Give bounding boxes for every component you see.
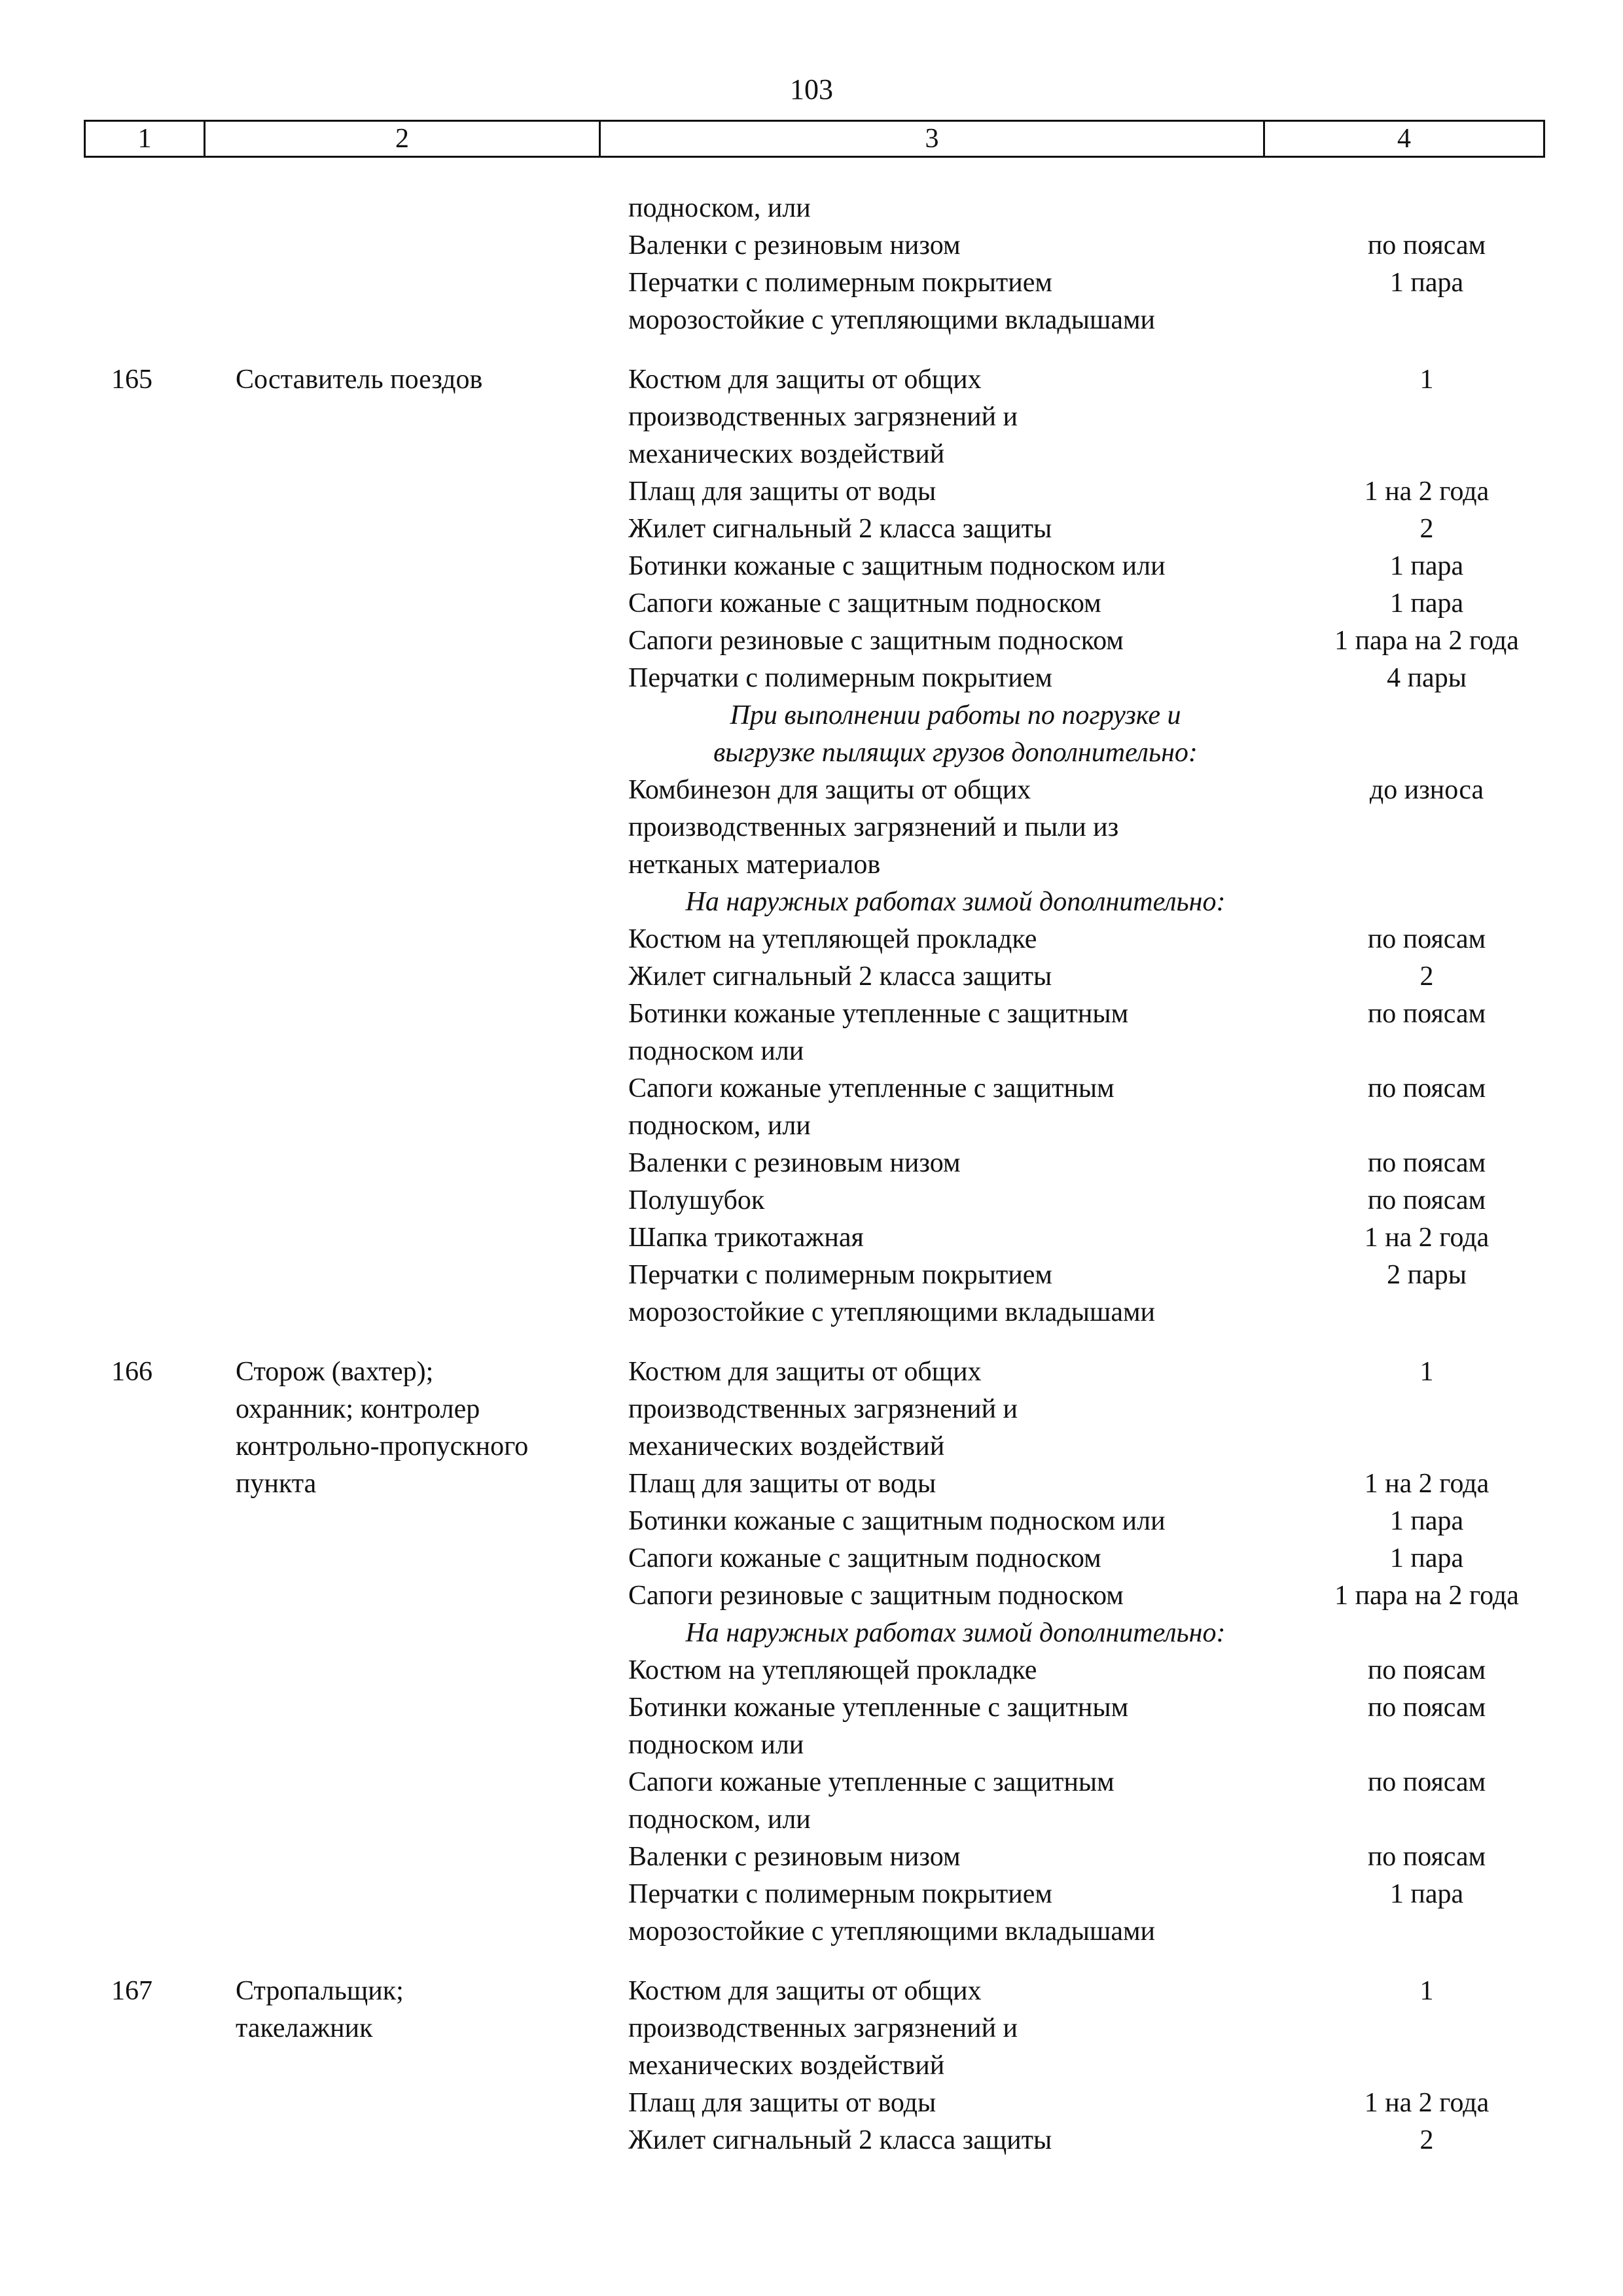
entry-title-line: Стропальщик;: [236, 1976, 404, 2006]
item-text: Сапоги кожаные утепленные с защитным: [628, 1767, 1115, 1797]
item-text: Полушубок: [628, 1185, 765, 1215]
item-quantity: 1 пара: [1389, 268, 1464, 298]
item-text: подноском или: [628, 1036, 804, 1066]
item-quantity: по поясам: [1367, 999, 1486, 1029]
item-quantity: по поясам: [1367, 1842, 1486, 1872]
item-text: подноском, или: [628, 193, 811, 223]
entry-gap: [0, 339, 1623, 361]
item-text: механических воздействий: [628, 439, 945, 469]
item-text: производственных загрязнений и: [628, 2013, 1018, 2043]
item-line: [0, 1428, 1623, 1465]
item-text: Сапоги кожаные с защитным подноском: [628, 1543, 1101, 1573]
item-text: Валенки с резиновым низом: [628, 230, 961, 260]
item-line: [0, 1070, 1623, 1107]
item-line: [0, 996, 1623, 1033]
item-text: механических воздействий: [628, 1431, 945, 1462]
item-text: производственных загрязнений и: [628, 402, 1018, 432]
item-quantity: 1: [1419, 1976, 1434, 2006]
item-text: механических воздействий: [628, 2051, 945, 2081]
item-text: подноском, или: [628, 1111, 811, 1141]
item-line: [0, 302, 1623, 339]
item-text: Сапоги кожаные утепленные с защитным: [628, 1073, 1115, 1103]
item-line: [0, 361, 1623, 399]
item-line: [0, 1465, 1623, 1503]
item-text: Перчатки с полимерным покрытием: [628, 1879, 1052, 1909]
item-quantity: 1 пара на 2 года: [1334, 1581, 1519, 1611]
item-text: Костюм на утепляющей прокладке: [628, 1655, 1037, 1685]
item-line: [0, 2122, 1623, 2159]
item-line: [0, 1973, 1623, 2010]
item-text: Плащ для защиты от воды: [628, 1469, 936, 1499]
item-text: Ботинки кожаные с защитным подноском или: [628, 1506, 1166, 1536]
item-quantity: 1 на 2 года: [1364, 1469, 1489, 1499]
item-line: [0, 1503, 1623, 1540]
item-text: Костюм для защиты от общих: [628, 1976, 982, 2006]
item-line: [0, 846, 1623, 884]
entry-title-line: такелажник: [236, 2013, 373, 2043]
item-line: [0, 772, 1623, 809]
item-line: [0, 1839, 1623, 1876]
item-line: [0, 190, 1623, 227]
entry-title-line: охранник; контролер: [236, 1394, 480, 1424]
document-body: [0, 190, 1623, 2159]
item-quantity: 2 пары: [1387, 1260, 1467, 1290]
item-text: Ботинки кожаные утепленные с защитным: [628, 1693, 1129, 1723]
item-line: [0, 1294, 1623, 1331]
item-quantity: 1 на 2 года: [1364, 2088, 1489, 2118]
item-line: [0, 511, 1623, 548]
item-text: морозостойкие с утепляющими вкладышами: [628, 1297, 1156, 1327]
note-text: При выполнении работы по погрузке и: [730, 700, 1181, 730]
item-text: Перчатки с полимерным покрытием: [628, 268, 1052, 298]
item-text: нетканых материалов: [628, 850, 881, 880]
item-line: [0, 1764, 1623, 1801]
item-line: [0, 473, 1623, 511]
item-quantity: по поясам: [1367, 1767, 1486, 1797]
item-text: Перчатки с полимерным покрытием: [628, 663, 1052, 693]
entry-gap: [0, 1331, 1623, 1354]
item-line: [0, 1689, 1623, 1727]
item-line: [0, 1145, 1623, 1182]
item-line: [0, 1801, 1623, 1839]
note-line: [0, 697, 1623, 734]
item-quantity: 1 на 2 года: [1364, 1223, 1489, 1253]
entry-165: [0, 361, 1623, 1331]
item-quantity: 1: [1419, 1357, 1434, 1387]
note-text: На наружных работах зимой дополнительно:: [685, 1618, 1226, 1648]
item-text: Сапоги резиновые с защитным подноском: [628, 1581, 1124, 1611]
item-line: [0, 1652, 1623, 1689]
entry-167: [0, 1973, 1623, 2159]
item-quantity: по поясам: [1367, 1693, 1486, 1723]
item-quantity: 1 пара на 2 года: [1334, 626, 1519, 656]
item-text: Ботинки кожаные с защитным подноском или: [628, 551, 1166, 581]
item-text: Жилет сигнальный 2 класса защиты: [628, 514, 1052, 544]
item-quantity: 1 на 2 года: [1364, 476, 1489, 507]
item-text: Перчатки с полимерным покрытием: [628, 1260, 1052, 1290]
item-text: Сапоги кожаные с защитным подноском: [628, 588, 1101, 619]
item-text: Ботинки кожаные утепленные с защитным: [628, 999, 1129, 1029]
column-header-1: 1: [86, 122, 205, 156]
item-line: [0, 1107, 1623, 1145]
item-line: [0, 1354, 1623, 1391]
item-line: [0, 227, 1623, 264]
note-text: На наружных работах зимой дополнительно:: [685, 887, 1226, 917]
item-quantity: по поясам: [1367, 1073, 1486, 1103]
item-text: Комбинезон для защиты от общих: [628, 775, 1031, 805]
item-text: морозостойкие с утепляющими вкладышами: [628, 1916, 1156, 1946]
note-line: [0, 884, 1623, 921]
item-line: [0, 1182, 1623, 1219]
entry-title-line: контрольно-пропускного: [236, 1431, 529, 1462]
item-quantity: 2: [1419, 514, 1434, 544]
item-quantity: по поясам: [1367, 1148, 1486, 1178]
page-number: 103: [790, 73, 833, 105]
entry-gap: [0, 1950, 1623, 1973]
item-line: [0, 548, 1623, 585]
item-quantity: по поясам: [1367, 924, 1486, 954]
note-text: выгрузке пылящих грузов дополнительно:: [713, 738, 1198, 768]
item-line: [0, 1391, 1623, 1428]
item-quantity: до износа: [1369, 775, 1484, 805]
item-quantity: 1 пара: [1389, 551, 1464, 581]
item-line: [0, 921, 1623, 958]
item-line: [0, 585, 1623, 622]
item-line: [0, 436, 1623, 473]
entry-number: 166: [111, 1357, 152, 1387]
item-text: Жилет сигнальный 2 класса защиты: [628, 961, 1052, 992]
item-text: производственных загрязнений и: [628, 1394, 1018, 1424]
item-text: Валенки с резиновым низом: [628, 1842, 961, 1872]
item-text: Костюм для защиты от общих: [628, 1357, 982, 1387]
entry-number: 167: [111, 1976, 152, 2006]
item-quantity: по поясам: [1367, 1185, 1486, 1215]
column-header-3: 3: [601, 122, 1265, 156]
item-quantity: 2: [1419, 961, 1434, 992]
item-line: [0, 1577, 1623, 1615]
item-line: [0, 2047, 1623, 2085]
item-text: Плащ для защиты от воды: [628, 476, 936, 507]
item-line: [0, 2010, 1623, 2047]
item-line: [0, 1876, 1623, 1913]
note-line: [0, 1615, 1623, 1652]
item-quantity: 1 пара: [1389, 1543, 1464, 1573]
column-header-row: [84, 120, 1545, 158]
item-line: [0, 1540, 1623, 1577]
item-text: Костюм на утепляющей прокладке: [628, 924, 1037, 954]
item-line: [0, 1219, 1623, 1257]
continuation-block: [0, 190, 1623, 339]
item-line: [0, 958, 1623, 996]
item-text: Сапоги резиновые с защитным подноском: [628, 626, 1124, 656]
item-line: [0, 660, 1623, 697]
item-line: [0, 399, 1623, 436]
item-quantity: 1 пара: [1389, 588, 1464, 619]
item-text: производственных загрязнений и пыли из: [628, 812, 1119, 842]
entry-number: 165: [111, 365, 152, 395]
item-quantity: 4 пары: [1387, 663, 1467, 693]
item-line: [0, 2085, 1623, 2122]
item-text: подноском или: [628, 1730, 804, 1760]
item-quantity: 1: [1419, 365, 1434, 395]
item-quantity: 2: [1419, 2125, 1434, 2155]
item-text: Шапка трикотажная: [628, 1223, 864, 1253]
column-header-4: 4: [1397, 124, 1411, 154]
item-text: подноском, или: [628, 1804, 811, 1835]
item-quantity: 1 пара: [1389, 1879, 1464, 1909]
item-text: Костюм для защиты от общих: [628, 365, 982, 395]
entry-166: [0, 1354, 1623, 1950]
item-line: [0, 264, 1623, 302]
item-line: [0, 1033, 1623, 1070]
note-line: [0, 734, 1623, 772]
item-text: Валенки с резиновым низом: [628, 1148, 961, 1178]
item-text: морозостойкие с утепляющими вкладышами: [628, 305, 1156, 335]
item-quantity: по поясам: [1367, 230, 1486, 260]
item-line: [0, 1727, 1623, 1764]
item-line: [0, 809, 1623, 846]
item-quantity: по поясам: [1367, 1655, 1486, 1685]
item-line: [0, 1913, 1623, 1950]
item-line: [0, 1257, 1623, 1294]
entry-title-line: Составитель поездов: [236, 365, 483, 395]
item-line: [0, 622, 1623, 660]
entry-title-line: пункта: [236, 1469, 317, 1499]
entry-title-line: Сторож (вахтер);: [236, 1357, 434, 1387]
item-quantity: 1 пара: [1389, 1506, 1464, 1536]
column-header-2: 2: [205, 122, 601, 156]
item-text: Плащ для защиты от воды: [628, 2088, 936, 2118]
item-text: Жилет сигнальный 2 класса защиты: [628, 2125, 1052, 2155]
